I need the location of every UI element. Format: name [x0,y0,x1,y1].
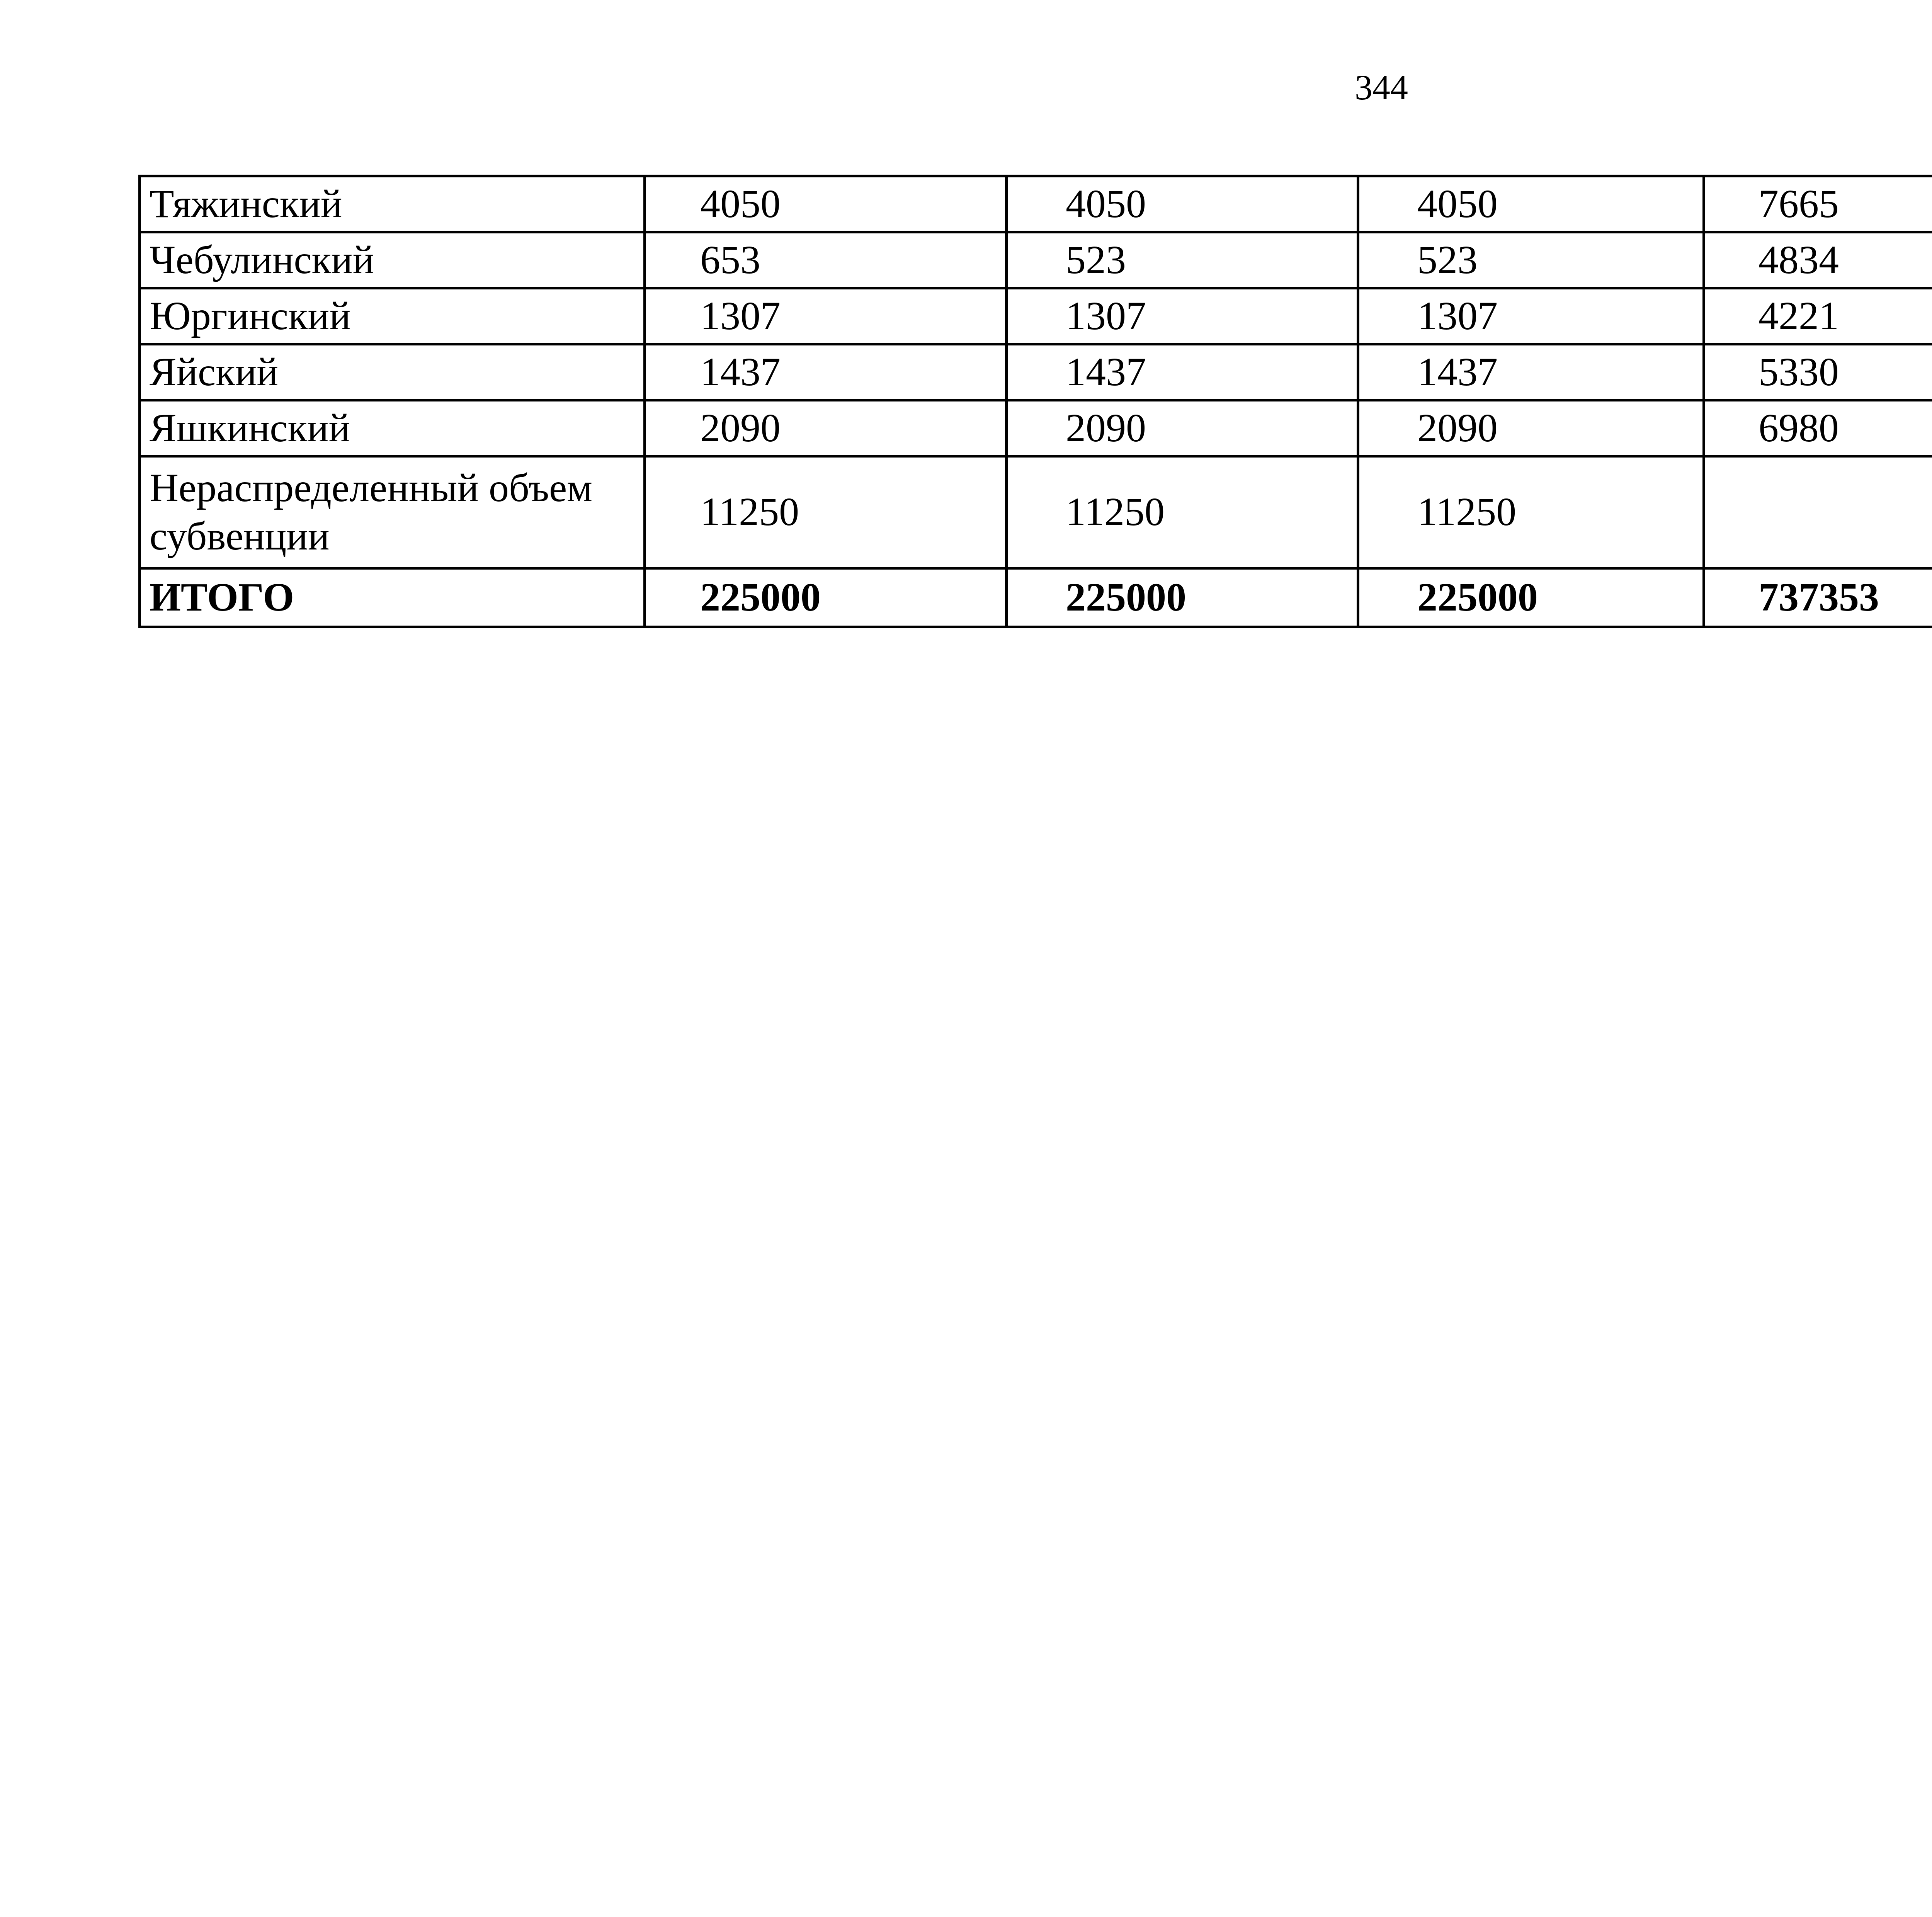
district-name: Нераспределенный объем субвенции [140,456,645,568]
total-cell: 225000 [1007,568,1358,627]
district-name: Тяжинский [140,176,645,232]
table-cell: 523 [1007,232,1358,288]
district-name: Яшкинский [140,400,645,456]
table-cell: 1437 [1358,344,1704,400]
table-cell: 4050 [645,176,1007,232]
table-cell: 11250 [1358,456,1704,568]
total-cell: 225000 [645,568,1007,627]
table-cell: 6980 [1704,400,1932,456]
district-name: Юргинский [140,288,645,344]
table-cell: 653 [645,232,1007,288]
table-cell: 5330 [1704,344,1932,400]
table-cell: 4050 [1358,176,1704,232]
table-cell: 2090 [1358,400,1704,456]
table-cell: 7665 [1704,176,1932,232]
total-cell: 737353 [1704,568,1932,627]
page-number: 344 [1355,68,1408,107]
table-row [140,344,1932,400]
table-cell: 11250 [1007,456,1358,568]
table-row [140,288,1932,344]
subvention-table [138,175,1932,628]
table-row [140,400,1932,456]
table-cell [1704,456,1932,568]
total-label: ИТОГО [140,568,645,627]
table-cell: 4834 [1704,232,1932,288]
table-cell: 4050 [1007,176,1358,232]
table-cell: 523 [1358,232,1704,288]
table-row [140,232,1932,288]
total-row [140,568,1932,627]
table-cell: 2090 [645,400,1007,456]
table-cell: 11250 [645,456,1007,568]
table-cell: 1437 [1007,344,1358,400]
table-cell: 1307 [645,288,1007,344]
table-row [140,456,1932,568]
table-cell: 4221 [1704,288,1932,344]
table-cell: 2090 [1007,400,1358,456]
district-name: Яйский [140,344,645,400]
table-cell: 1307 [1007,288,1358,344]
total-cell: 225000 [1358,568,1704,627]
table-cell: 1307 [1358,288,1704,344]
table-cell: 1437 [645,344,1007,400]
table-row [140,176,1932,232]
district-name: Чебулинский [140,232,645,288]
